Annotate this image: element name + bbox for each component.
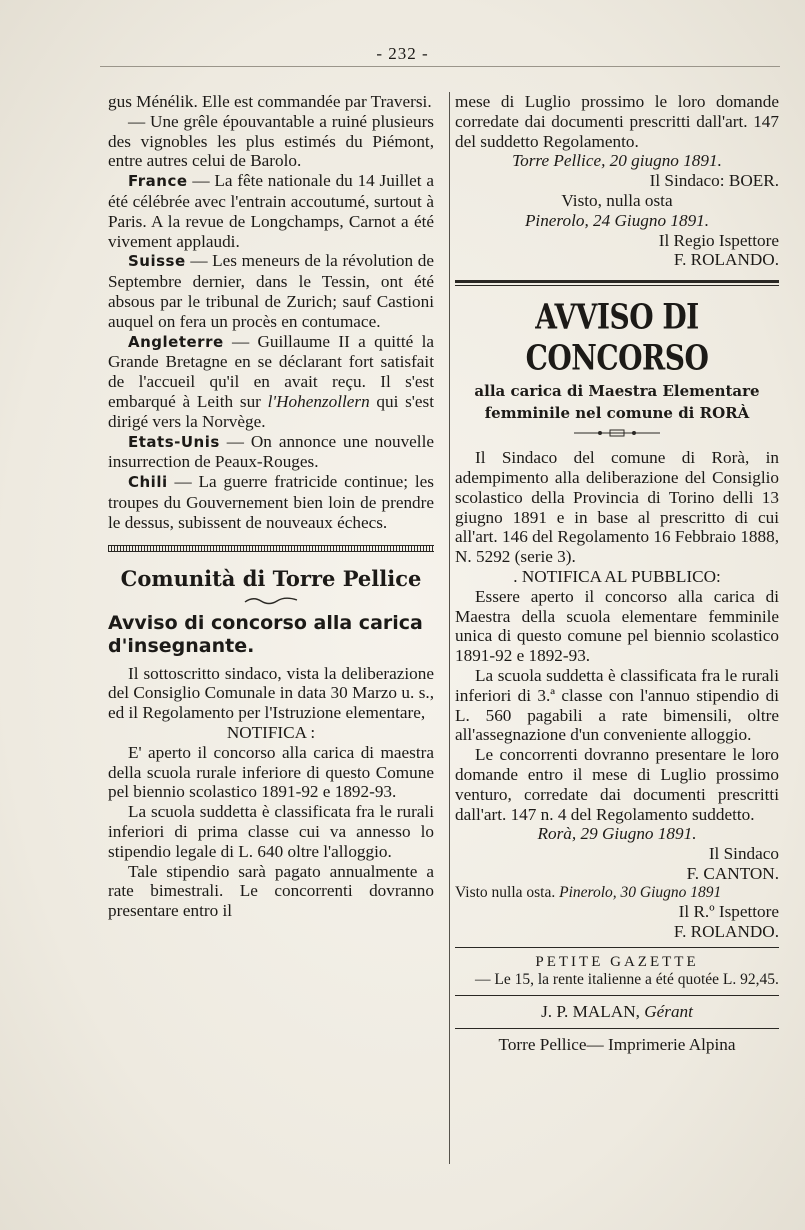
imprint-line: Torre Pellice— Imprimerie Alpina: [498, 1035, 736, 1055]
notifica-label: NOTIFICA :: [226, 722, 316, 742]
page-number: - 232 -: [376, 44, 429, 63]
country-label: Chili: [128, 473, 168, 492]
right-column: [455, 92, 779, 1055]
visto-line: [455, 884, 779, 902]
sindaco-signature: Il Sindaco: BOER.: [649, 171, 779, 191]
country-label: Etats-Unis: [128, 432, 220, 451]
rora-paragraph-2: Essere aperto il concorso alla carica di Maestra della scuola elementare femminile unica di questo comune pel biennio scolastico 1891-92 e 1892-93.: [455, 586, 779, 666]
gazette-title: PETITE GAZETTE: [535, 954, 699, 971]
rora-paragraph-4: Le concorrenti dovranno presentare le loro domande entro il mese di Luglio prossimo venturo, corredate dai documenti prescritti dall'art. 147 n. 4 del Regolamento suddetto.: [455, 745, 779, 824]
section-separator: [455, 280, 779, 286]
avviso-paragraph-2: E' aperto il concorso alla carica di maestra della scuola rurale inferiore di questo Comune pel biennio scolastico 1891-92 e 1892-93.: [108, 742, 434, 802]
news-item-angleterre: [108, 332, 434, 432]
section-separator: [455, 1028, 779, 1029]
avviso-title: Avviso di concorso alla carica d'insegnante.: [108, 611, 423, 657]
continued-paragraph: mese di Luglio prossimo le loro domande corredate dai documenti prescritti dall'art. 147 del suddetto Regolamento.: [455, 92, 779, 151]
news-item-suisse: [108, 251, 434, 331]
section-separator: [455, 995, 779, 996]
news-text: — La guerre fratricide continue; les troupes du Gouvernement bien loin de prendre le dessus, subissent de nouveaux échecs.: [108, 472, 434, 532]
intro-paragraph-2: — Une grêle épouvantable a ruiné plusieurs des vignobles les plus estimés du Piémont, entre autres celui de Barolo.: [108, 111, 434, 171]
notifica-label: . NOTIFICA AL PUBBLICO:: [513, 566, 721, 586]
news-text: qui s'est dirigé vers la Norvège.: [108, 391, 434, 431]
avviso-subtitle-2: femminile nel comune di RORÀ: [484, 404, 750, 423]
ispettore-name: F. ROLANDO.: [673, 250, 779, 270]
rora-paragraph-1: Il Sindaco del comune di Rorà, in adempimento alla deliberazione del Consiglio scolastico della Provincia di Torino delli 13 giugno 1891 e in base al prescritto di cui all'art. 146 del Regolamento 16 Febbraio 1888, N. 5292 (serie 3).: [455, 448, 779, 567]
header-rule: [100, 66, 780, 67]
ispettore-title: Il R.º Ispettore: [678, 901, 779, 921]
left-column: [108, 92, 434, 921]
intro-paragraph-1: gus Ménélik. Elle est commandée par Traversi.: [108, 92, 432, 111]
avviso-paragraph-1: Il sottoscritto sindaco, vista la deliberazione del Consiglio Comunale in data 30 Marzo u. s., ed il Regolamento per l'Istruzione elementare,: [108, 663, 434, 723]
avviso-paragraph-3: La scuola suddetta è classificata fra le rurali inferiori di prima classe cui va annesso lo stipendio legale di L. 640 oltre l'alloggio.: [108, 802, 434, 861]
gerant-role: Gérant: [644, 1002, 693, 1022]
place-date: Pinerolo, 24 Giugno 1891.: [524, 210, 710, 230]
place-date: Pinerolo, 30 Giugno 1891: [559, 883, 722, 901]
avviso-subtitle-1: alla carica di Maestra Elementare: [474, 382, 760, 401]
avviso-big-title: AVVISO DI CONCORSO: [525, 295, 709, 379]
sindaco-name: F. CANTON.: [686, 863, 779, 883]
news-text: — On annonce une nouvelle insurrection de Peaux-Rouges.: [108, 431, 434, 472]
section-separator: [455, 947, 779, 948]
gazette-text: — Le 15, la rente italienne a été quotée L. 92,45.: [475, 971, 779, 989]
place-date: Rorà, 29 Giugno 1891.: [537, 824, 697, 844]
country-label: Angleterre: [128, 332, 224, 351]
ship-name: l'Hohenzollern: [267, 391, 370, 411]
section-separator: [108, 545, 434, 552]
ispettore-title: Il Regio Ispettore: [658, 230, 779, 250]
comunita-title: Comunità di Torre Pellice: [120, 565, 422, 591]
ornament-icon: [243, 596, 299, 606]
news-item-etats-unis: [108, 432, 434, 473]
sindaco-title: Il Sindaco: [708, 844, 779, 864]
news-item-france: [108, 171, 434, 251]
news-text: — Les meneurs de la révolution de Septembre dernier, dans le Tessin, ont été absous par le tribunal de Zurich; sauf Castioni auquel on fera un procès en contumace.: [108, 251, 434, 331]
visto-line: Visto, nulla osta: [561, 190, 673, 210]
column-divider: [449, 92, 450, 1164]
rora-paragraph-3: La scuola suddetta è classificata fra le rurali inferiori di 3.ª classe con l'annuo stipendio di L. 560 pagabili a rate bimensili, oltre all'assegnazione d'un conveniente alloggio.: [455, 665, 779, 745]
place-date: Torre Pellice, 20 giugno 1891.: [512, 151, 722, 171]
ispettore-name: F. ROLANDO.: [673, 921, 779, 941]
news-item-chili: [108, 472, 434, 532]
gerant-line: [455, 1002, 779, 1022]
news-text: — Guillaume II a quitté la Grande Bretagne en se déclarant fort satisfait de l'accueil qu'il en avait reçu. Il s'est embarqué à Leith sur: [108, 331, 434, 411]
avviso-paragraph-4: Tale stipendio sarà pagato annualmente a rate bimestrali. Le concorrenti dovranno presentare entro il: [108, 861, 434, 921]
gerant-name: J. P. MALAN,: [541, 1002, 640, 1022]
news-text: — La fête nationale du 14 Juillet a été célébrée avec l'entrain accoutumé, surtout à Paris. A la revue de Longchamps, Carnot a été vivement applaudi.: [108, 171, 434, 251]
country-label: France: [128, 172, 188, 191]
country-label: Suisse: [128, 252, 186, 271]
ornament-icon: [572, 428, 662, 438]
visto-text: Visto nulla osta.: [455, 883, 556, 901]
